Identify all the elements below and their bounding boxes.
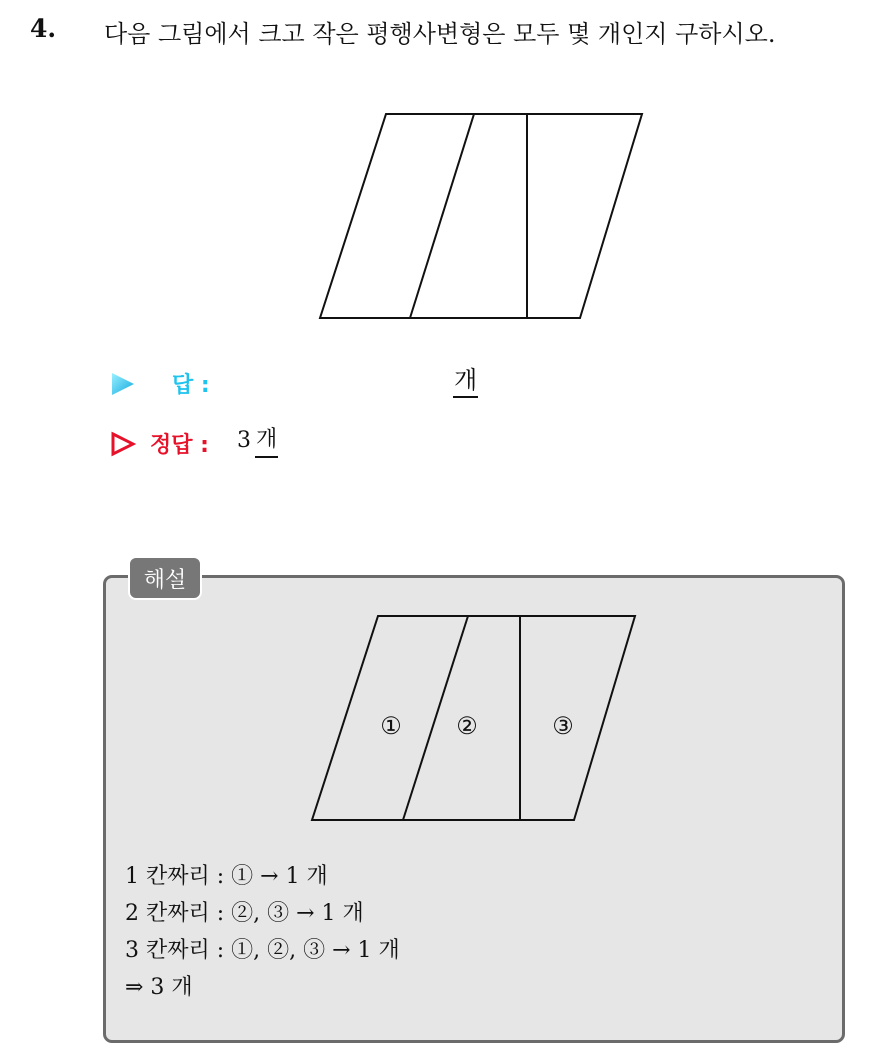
correct-answer-value: 3 xyxy=(237,428,251,453)
filled-right-triangle-icon xyxy=(110,371,136,397)
solution-conclusion: ⇒ 3 개 xyxy=(125,975,193,1000)
outline-right-triangle-icon xyxy=(110,431,136,457)
answer-label: 답 : xyxy=(172,373,210,398)
correct-answer-row xyxy=(110,426,410,462)
answer-unit-blank[interactable]: 개 xyxy=(453,366,478,398)
slanted-divider xyxy=(410,114,474,318)
solution-tag: 해설 xyxy=(128,556,202,600)
answer-row xyxy=(110,366,530,402)
solution-figure xyxy=(300,606,660,836)
correct-answer-unit: 개 xyxy=(255,426,278,458)
question-number: 4. xyxy=(30,14,57,43)
solution-lines xyxy=(125,858,400,1006)
region-1-label: ① xyxy=(380,712,402,740)
parallelogram-figure xyxy=(300,100,660,330)
region-3-label: ③ xyxy=(552,712,574,740)
solution-line-1: 1 칸짜리 : ① → 1 개 xyxy=(125,864,328,889)
correct-answer-label: 정답 : xyxy=(150,433,209,458)
solution-line-2: 2 칸짜리 : ②, ③ → 1 개 xyxy=(125,901,364,926)
outer-parallelogram xyxy=(320,114,642,318)
solution-line-3: 3 칸짜리 : ①, ②, ③ → 1 개 xyxy=(125,938,400,963)
region-2-label: ② xyxy=(456,712,478,740)
question-text: 다음 그림에서 크고 작은 평행사변형은 모두 몇 개인지 구하시오. xyxy=(104,20,776,48)
